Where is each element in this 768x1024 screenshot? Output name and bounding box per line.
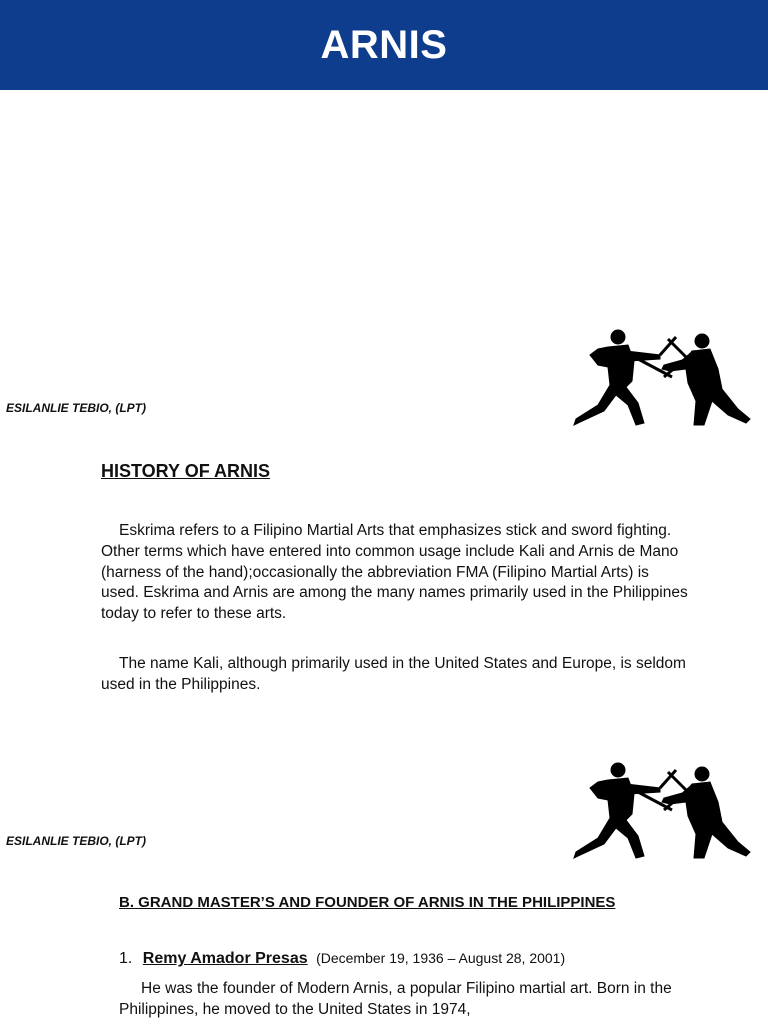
section-heading: B. GRAND MASTER’S AND FOUNDER OF ARNIS IN THE PHILIPPINES (119, 894, 616, 911)
founder-name: Remy Amador Presas (142, 950, 308, 967)
section-heading: HISTORY OF ARNIS (101, 461, 271, 481)
stick-fighters-silhouette-icon (568, 325, 760, 433)
stick-fighters-silhouette-icon (568, 758, 760, 866)
author-name: ESILANLIE TEBIO, (LPT) (6, 401, 146, 415)
founder-paragraph: He was the founder of Modern Arnis, a popular Filipino martial art. Born in the Philippines, he moved to the United States in 1974, (119, 980, 672, 1018)
history-paragraph-2: The name Kali, although primarily used in the United States and Europe, is seldom used in the Philippines. (101, 655, 686, 693)
history-paragraph-1: Eskrima refers to a Filipino Martial Arts that emphasizes stick and sword fighting. Other terms which have entered into common usage include Kali and Arnis de Mano (harness of the hand);occasionally the abbreviation FMA (Filipino Martial Arts) is used. Eskrima and Arnis are among the many names primarily used in the Philippines today to refer to these arts. (101, 522, 688, 623)
founder-dates: (December 19, 1936 – August 28, 2001) (316, 950, 566, 966)
list-number: 1. (119, 950, 133, 967)
author-name: ESILANLIE TEBIO, (LPT) (6, 834, 146, 848)
title-bar (0, 0, 768, 90)
founder-list-item (119, 950, 565, 968)
page-title: ARNIS (320, 22, 448, 67)
